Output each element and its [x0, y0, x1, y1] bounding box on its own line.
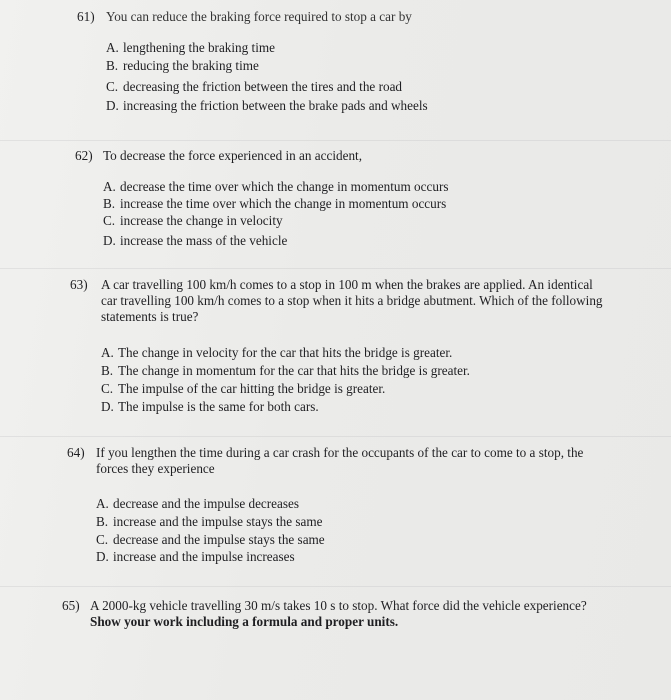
work-instruction: Show your work including a formula and proper units. — [90, 614, 399, 629]
question-number: 63) — [70, 277, 88, 292]
question-stem: If you lengthen the time during a car crash for the occupants of the car to come to a stop, the forces they experience — [96, 445, 584, 476]
option-d: D. increase the mass of the vehicle — [103, 233, 288, 248]
option-a: A. decrease and the impulse decreases — [96, 496, 299, 511]
option-a: A. decrease the time over which the change in momentum occurs — [103, 179, 449, 194]
question-number: 64) — [67, 445, 85, 460]
option-b: B. increase the time over which the change in momentum occurs — [103, 196, 447, 211]
question-number: 65) — [62, 598, 80, 613]
option-c: C. decrease and the impulse stays the same — [96, 532, 325, 547]
option-c: C. The impulse of the car hitting the bridge is greater. — [101, 381, 386, 396]
question-stem — [90, 598, 600, 630]
question-number: 62) — [75, 148, 93, 163]
question-stem-text: A 2000-kg vehicle travelling 30 m/s takes 10 s to stop. What force did the vehicle experience? — [90, 598, 587, 613]
option-d: D. increase and the impulse increases — [96, 549, 295, 564]
option-c: C. decreasing the friction between the tires and the road — [106, 79, 403, 94]
option-a: A. lengthening the braking time — [106, 40, 275, 55]
option-a: A. The change in velocity for the car that hits the bridge is greater. — [101, 345, 453, 360]
question-stem: You can reduce the braking force required to stop a car by — [106, 9, 412, 24]
option-b: B. increase and the impulse stays the same — [96, 514, 323, 529]
question-stem: To decrease the force experienced in an accident, — [103, 148, 363, 163]
question-stem: A car travelling 100 km/h comes to a stop in 100 m when the brakes are applied. An identical car travelling 100 km/h comes to a stop when it hits a bridge abutment. Which of the following statements is true? — [101, 277, 603, 324]
question-number: 61) — [77, 9, 95, 24]
option-c: C. increase the change in velocity — [103, 213, 283, 228]
option-d: D. increasing the friction between the brake pads and wheels — [106, 98, 428, 113]
option-b: B. reducing the braking time — [106, 58, 259, 73]
option-b: B. The change in momentum for the car that hits the bridge is greater. — [101, 363, 470, 378]
option-d: D. The impulse is the same for both cars. — [101, 399, 319, 414]
